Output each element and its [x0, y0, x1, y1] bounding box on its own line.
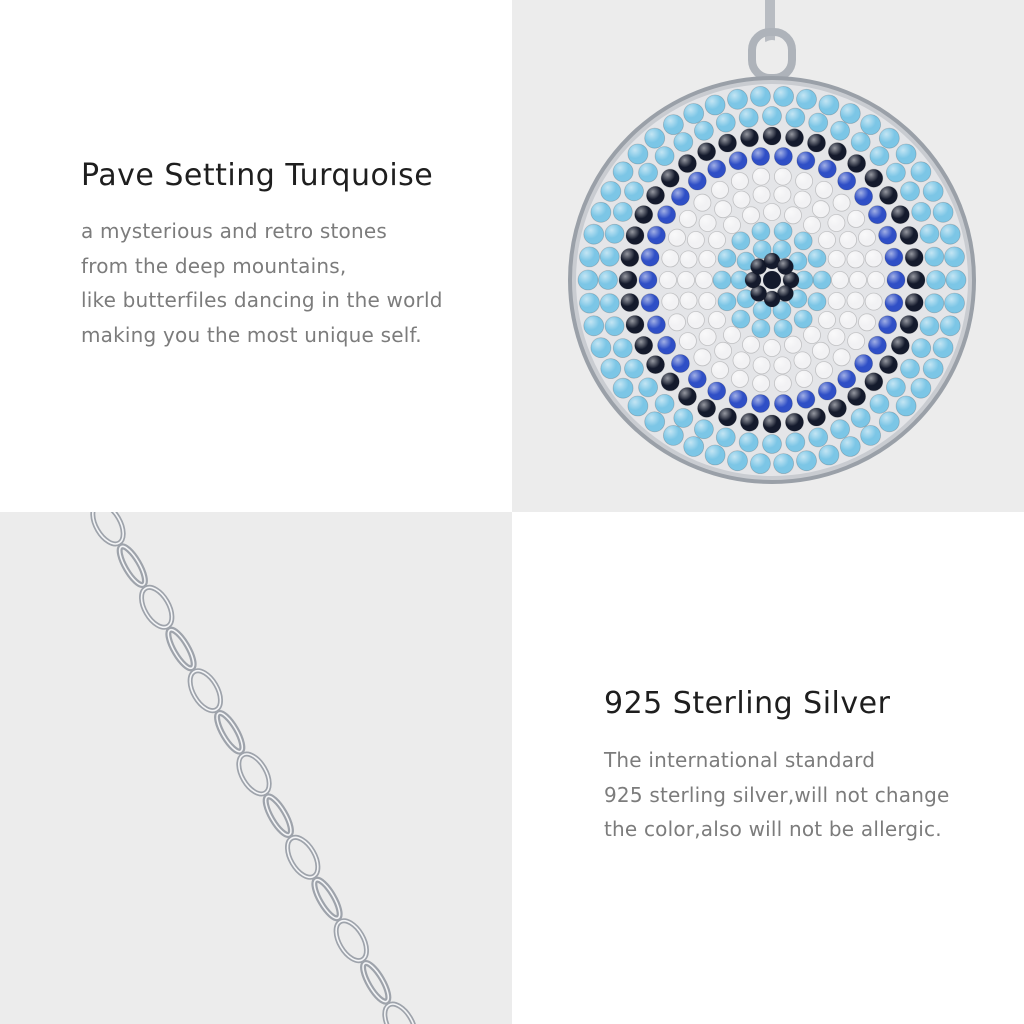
gemstone-shine [774, 186, 791, 203]
gemstone-shine [774, 375, 791, 392]
gemstone-shine [753, 375, 770, 392]
gemstone-shine [619, 271, 637, 289]
gemstone-shine [946, 270, 966, 290]
gemstone-shine [840, 232, 857, 249]
gemstone-shine [628, 396, 648, 416]
gemstone-shine [808, 293, 826, 311]
gemstone-shine [828, 293, 845, 310]
gemstone-shine [840, 437, 860, 457]
gemstone-shine [819, 445, 839, 465]
gemstone-shine [886, 378, 905, 397]
gemstone-shine [833, 349, 850, 366]
gemstone-shine [900, 227, 918, 245]
description-line: The international standard [604, 748, 876, 772]
gemstone-shine [879, 412, 899, 432]
gemstone-shine [786, 108, 805, 127]
gemstone-shine [688, 172, 706, 190]
gemstone-shine [694, 349, 711, 366]
gemstone-shine [613, 202, 632, 221]
gemstone-shine [813, 271, 831, 289]
gemstone-shine [855, 188, 873, 206]
gemstone-shine [809, 428, 828, 447]
gemstone-shine [831, 121, 850, 140]
gemstone-shine [847, 292, 864, 309]
gemstone-shine [613, 378, 633, 398]
gemstone-shine [705, 95, 725, 115]
gemstone-shine [660, 272, 677, 289]
gemstone-shine [719, 134, 737, 152]
gemstone [763, 271, 781, 289]
gemstone-shine [880, 356, 898, 374]
gemstone-shine [848, 210, 865, 227]
gemstone-shine [833, 194, 850, 211]
gemstone-shine [809, 113, 828, 132]
gemstone-shine [674, 409, 693, 428]
gemstone-shine [901, 359, 920, 378]
gemstone-shine [708, 382, 726, 400]
gemstone-shine [694, 420, 713, 439]
gemstone-shine [739, 108, 758, 127]
gemstone-shine [905, 249, 923, 267]
gemstone-shine [891, 336, 909, 354]
description-line: the color,also will not be allergic. [604, 817, 942, 841]
gemstone-shine [663, 115, 683, 135]
gemstone-shine [885, 248, 903, 266]
gemstone-shine [886, 163, 905, 182]
gemstone-shine [868, 336, 886, 354]
gemstone-shine [705, 445, 725, 465]
gemstone-shine [920, 224, 939, 243]
gemstone-shine [880, 186, 898, 204]
gemstone-shine [635, 336, 653, 354]
gemstone-shine [716, 113, 735, 132]
bail-hole [761, 40, 783, 70]
gemstone-shine [797, 152, 815, 170]
gemstone-shine [808, 134, 826, 152]
gemstone-shine [621, 294, 639, 312]
gemstone-shine [794, 352, 811, 369]
gemstone-shine [828, 251, 845, 268]
gemstone-shine [662, 293, 679, 310]
gemstone-shine [794, 310, 812, 328]
gemstone-shine [694, 194, 711, 211]
gemstone-shine [828, 329, 845, 346]
gemstone-shine [605, 317, 624, 336]
gemstone-shine [859, 229, 876, 246]
gemstone-shine [797, 451, 817, 471]
gemstone-shine [724, 217, 741, 234]
gemstone-shine [671, 188, 689, 206]
gemstone-shine [804, 217, 821, 234]
gemstone-shine [819, 232, 836, 249]
gemstone-shine [731, 173, 748, 190]
gemstone-shine [698, 143, 716, 161]
gemstone-shine [855, 355, 873, 373]
gemstone-shine [625, 182, 644, 201]
gemstone-shine [733, 352, 750, 369]
gemstone-shine [828, 215, 845, 232]
gemstone-shine [774, 357, 791, 374]
gemstone-shine [859, 314, 876, 331]
gemstone-shine [605, 224, 624, 243]
gemstone-shine [850, 272, 867, 289]
gemstone-shine [741, 129, 759, 147]
evil-eye-pendant-image [512, 0, 1024, 512]
gemstone-shine [600, 294, 619, 313]
gemstone-shine [865, 250, 882, 267]
gemstone-shine [694, 121, 713, 140]
gemstone-shine [896, 396, 916, 416]
gemstone-shine [647, 356, 665, 374]
gemstone-shine [777, 259, 793, 275]
gemstone-shine [838, 172, 856, 190]
gemstone-shine [763, 415, 781, 433]
gemstone-shine [785, 207, 802, 224]
gemstone-shine [658, 336, 676, 354]
gemstone-shine [812, 342, 829, 359]
gemstone-shine [920, 317, 939, 336]
gemstone-shine [774, 395, 792, 413]
gemstone-shine [641, 248, 659, 266]
gemstone-shine [851, 409, 870, 428]
gemstone-shine [818, 160, 836, 178]
gemstone-shine [819, 95, 839, 115]
gemstone-shine [678, 272, 695, 289]
description-line: from the deep mountains, [81, 253, 347, 278]
gemstone-shine [679, 333, 696, 350]
pendant-image-panel [512, 0, 1024, 512]
gemstone-shine [816, 181, 833, 198]
gemstone-shine [661, 169, 679, 187]
gemstone-shine [940, 224, 960, 244]
gemstone-shine [679, 210, 696, 227]
pave-setting-description [81, 214, 443, 352]
gemstone-shine [669, 314, 686, 331]
gemstone-shine [600, 247, 619, 266]
gemstone-shine [613, 162, 633, 182]
gemstone-shine [658, 206, 676, 224]
gemstone-shine [752, 148, 770, 166]
gemstone-shine [804, 327, 821, 344]
gemstone-shine [865, 169, 883, 187]
gemstone-shine [774, 454, 794, 474]
gemstone-shine [750, 454, 770, 474]
gemstone-shine [911, 378, 931, 398]
gemstone-shine [840, 104, 860, 124]
gemstone-shine [599, 271, 618, 290]
gemstone-shine [708, 160, 726, 178]
chain-image-panel [0, 512, 512, 1024]
gemstone-shine [584, 316, 604, 336]
gemstone-shine [729, 390, 747, 408]
gemstone-shine [680, 292, 697, 309]
gemstone-shine [848, 155, 866, 173]
gemstone-shine [763, 435, 782, 454]
gemstone-shine [851, 133, 870, 152]
gemstone-shine [578, 270, 598, 290]
gemstone-shine [891, 206, 909, 224]
gemstone-shine [879, 128, 899, 148]
gemstone-shine [812, 201, 829, 218]
gemstone-shine [732, 310, 750, 328]
gemstone-shine [847, 251, 864, 268]
gemstone-shine [865, 373, 883, 391]
gemstone-shine [601, 181, 621, 201]
gemstone-shine [731, 370, 748, 387]
gemstone-shine [885, 294, 903, 312]
gemstone-shine [753, 168, 770, 185]
gemstone-shine [715, 342, 732, 359]
gemstone-shine [879, 316, 897, 334]
gemstone-shine [729, 152, 747, 170]
gemstone-shine [927, 271, 946, 290]
gemstone-shine [591, 202, 611, 222]
gemstone-shine [785, 336, 802, 353]
gemstone-shine [838, 370, 856, 388]
gemstone-shine [696, 272, 713, 289]
gemstone-shine [831, 420, 850, 439]
gemstone-shine [925, 247, 944, 266]
gemstone-shine [715, 201, 732, 218]
pave-setting-heading: Pave Setting Turquoise [81, 158, 434, 193]
gemstone-shine [797, 390, 815, 408]
gemstone-shine [868, 206, 886, 224]
gemstone-shine [786, 129, 804, 147]
gemstone-shine [905, 294, 923, 312]
gemstone-shine [945, 293, 965, 313]
gemstone-shine [774, 222, 792, 240]
gemstone-shine [687, 232, 704, 249]
gemstone-shine [763, 107, 782, 126]
gemstone-shine [639, 378, 658, 397]
gemstone-shine [699, 251, 716, 268]
gemstone-shine [712, 362, 729, 379]
gemstone-shine [647, 226, 665, 244]
gemstone-shine [764, 204, 781, 221]
gemstone-shine [879, 226, 897, 244]
description-line: like butterfiles dancing in the world [81, 288, 443, 312]
gemstone-shine [828, 399, 846, 417]
gemstone-shine [797, 89, 817, 109]
sterling-silver-description [604, 743, 950, 847]
gemstone-shine [940, 316, 960, 336]
gemstone-shine [580, 247, 600, 267]
gemstone-shine [923, 359, 943, 379]
gemstone-shine [743, 336, 760, 353]
gemstone-shine [832, 272, 849, 289]
gemstone-shine [625, 359, 644, 378]
description-line: 925 sterling silver,will not change [604, 782, 950, 807]
gemstone-shine [794, 232, 812, 250]
gemstone-shine [591, 338, 611, 358]
gemstone-shine [901, 182, 920, 201]
gemstone-shine [728, 89, 748, 109]
gemstone-shine [662, 250, 679, 267]
gemstone-shine [687, 312, 704, 329]
gemstone-shine [671, 355, 689, 373]
gemstone-shine [626, 316, 644, 334]
gemstone-shine [752, 320, 770, 338]
gemstone-shine [840, 312, 857, 329]
gemstone-shine [699, 215, 716, 232]
gemstone-shine [719, 408, 737, 426]
gemstone-shine [724, 327, 741, 344]
gemstone-shine [741, 413, 759, 431]
gemstone-shine [774, 148, 792, 166]
gemstone-shine [816, 362, 833, 379]
gemstone-shine [865, 293, 882, 310]
gemstone-shine [861, 425, 881, 445]
gemstone-shine [669, 229, 686, 246]
gemstone-shine [753, 186, 770, 203]
gemstone-shine [933, 338, 953, 358]
gemstone-shine [870, 147, 889, 166]
gemstone-shine [900, 316, 918, 334]
gemstone-shine [808, 408, 826, 426]
gemstone-shine [678, 155, 696, 173]
gemstone-shine [626, 227, 644, 245]
gemstone-shine [661, 373, 679, 391]
gemstone-shine [639, 163, 658, 182]
gemstone-shine [699, 329, 716, 346]
gemstone-shine [764, 340, 781, 357]
gemstone-shine [750, 86, 770, 106]
gemstone-shine [786, 433, 805, 452]
gemstone-shine [613, 339, 632, 358]
gemstone-shine [712, 181, 729, 198]
gemstone-shine [645, 128, 665, 148]
gemstone-shine [794, 191, 811, 208]
gemstone-shine [774, 320, 792, 338]
gemstone-shine [647, 316, 665, 334]
silver-chain-image [0, 512, 512, 1024]
gemstone-shine [621, 249, 639, 267]
gemstone-shine [655, 394, 674, 413]
gemstone-shine [728, 451, 748, 471]
gemstone-shine [925, 294, 944, 313]
gemstone-shine [848, 388, 866, 406]
gemstone-shine [933, 202, 953, 222]
gemstone-shine [641, 294, 659, 312]
sterling-silver-heading: 925 Sterling Silver [604, 686, 891, 721]
gemstone-shine [870, 394, 889, 413]
gemstone-shine [752, 222, 770, 240]
gemstone-shine [733, 191, 750, 208]
gemstone-shine [601, 359, 621, 379]
gemstone-shine [698, 399, 716, 417]
gemstone-shine [680, 251, 697, 268]
gemstone-shine [796, 370, 813, 387]
gemstone-shine [663, 425, 683, 445]
gemstone-shine [645, 412, 665, 432]
gemstone-shine [718, 249, 736, 267]
gemstone-shine [907, 271, 925, 289]
gemstone-shine [786, 413, 804, 431]
gemstone-shine [635, 206, 653, 224]
gemstone-shine [647, 186, 665, 204]
gemstone-shine [945, 247, 965, 267]
gemstone-shine [584, 224, 604, 244]
gemstone-shine [674, 133, 693, 152]
gemstone-shine [684, 104, 704, 124]
gemstone-shine [678, 388, 696, 406]
gemstone-shine [718, 293, 736, 311]
gemstone-shine [732, 232, 750, 250]
gemstone-shine [912, 202, 931, 221]
gemstone-shine [923, 181, 943, 201]
gemstone-shine [716, 428, 735, 447]
gemstone-shine [819, 312, 836, 329]
gemstone-shine [709, 312, 726, 329]
gemstone-shine [684, 437, 704, 457]
gemstone-shine [713, 271, 731, 289]
gemstone-shine [911, 162, 931, 182]
gemstone-shine [580, 293, 600, 313]
gemstone-shine [639, 271, 657, 289]
gemstone-shine [628, 144, 648, 164]
gemstone-shine [828, 143, 846, 161]
gemstone-shine [688, 370, 706, 388]
gemstone-shine [912, 339, 931, 358]
gemstone-shine [848, 333, 865, 350]
gemstone-shine [861, 115, 881, 135]
gemstone-shine [753, 357, 770, 374]
gemstone-shine [887, 271, 905, 289]
gemstone-shine [743, 207, 760, 224]
gemstone-shine [709, 232, 726, 249]
gemstone-shine [808, 249, 826, 267]
gemstone-shine [739, 433, 758, 452]
gemstone-shine [796, 173, 813, 190]
gemstone-shine [763, 127, 781, 145]
gemstone-shine [896, 144, 916, 164]
gemstone-shine [818, 382, 836, 400]
gemstone-shine [699, 293, 716, 310]
description-line: a mysterious and retro stones [81, 219, 387, 243]
description-line: making you the most unique self. [81, 322, 422, 347]
gemstone-shine [868, 272, 885, 289]
gemstone-shine [752, 395, 770, 413]
gemstone-shine [774, 168, 791, 185]
gemstone-shine [774, 86, 794, 106]
gemstone-shine [655, 147, 674, 166]
